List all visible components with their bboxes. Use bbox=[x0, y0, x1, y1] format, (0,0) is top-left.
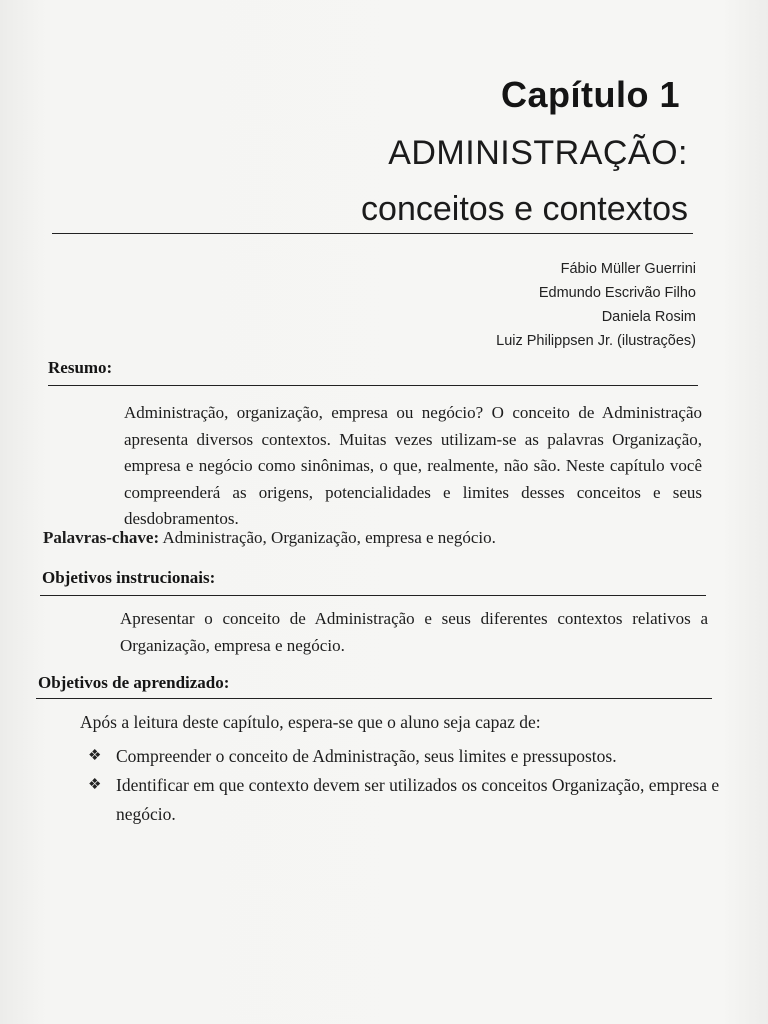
keywords-label: Palavras-chave: bbox=[43, 528, 160, 547]
author-name: Fábio Müller Guerrini bbox=[560, 261, 696, 277]
keywords-text: Administração, Organização, empresa e negócio. bbox=[162, 528, 496, 547]
objetivos-aprendizado-intro: Após a leitura deste capítulo, espera-se que o aluno seja capaz de: bbox=[80, 712, 541, 732]
objetivos-aprendizado-list bbox=[88, 742, 724, 829]
author-name: Daniela Rosim bbox=[601, 309, 696, 325]
author-name: Luiz Philippsen Jr. (ilustrações) bbox=[496, 333, 696, 349]
keywords-line bbox=[43, 528, 496, 548]
chapter-label: Capítulo 1 bbox=[500, 74, 680, 115]
chapter-title-line-1: ADMINISTRAÇÃO: bbox=[388, 134, 688, 172]
objetivos-instrucionais-text: Apresentar o conceito de Administração e seus diferentes contextos relativos a Organização, empresa e negócio. bbox=[120, 609, 708, 655]
list-item bbox=[88, 771, 724, 829]
author-name: Edmundo Escrivão Filho bbox=[538, 285, 696, 301]
list-item-text: Compreender o conceito de Administração, seus limites e pressupostos. bbox=[116, 746, 617, 766]
title-divider bbox=[52, 233, 693, 234]
resumo-heading: Resumo: bbox=[48, 358, 113, 377]
diamond-bullet-icon: ❖ bbox=[88, 748, 102, 764]
objetivos-instrucionais-divider bbox=[40, 595, 706, 596]
list-item-text: Identificar em que contexto devem ser utilizados os conceitos Organização, empresa e negócio. bbox=[116, 775, 720, 824]
list-item bbox=[88, 742, 724, 771]
resumo-text: Administração, organização, empresa ou negócio? O conceito de Administração apresenta diversos contextos. Muitas vezes utilizam-se as palavras Organização, empresa e negócio como sinônimas, o que, realmente, não são. Neste capítulo você compreenderá as origens, potencialidades e limites desses conceitos e seus desdobramentos. bbox=[124, 403, 702, 528]
objetivos-aprendizado-heading: Objetivos de aprendizado: bbox=[38, 673, 230, 692]
objetivos-aprendizado-divider bbox=[36, 698, 712, 699]
objetivos-instrucionais-heading: Objetivos instrucionais: bbox=[42, 568, 216, 587]
resumo-divider bbox=[48, 385, 698, 386]
diamond-bullet-icon: ❖ bbox=[88, 777, 102, 793]
chapter-title-line-2: conceitos e contextos bbox=[361, 190, 688, 228]
author-list bbox=[496, 257, 696, 353]
